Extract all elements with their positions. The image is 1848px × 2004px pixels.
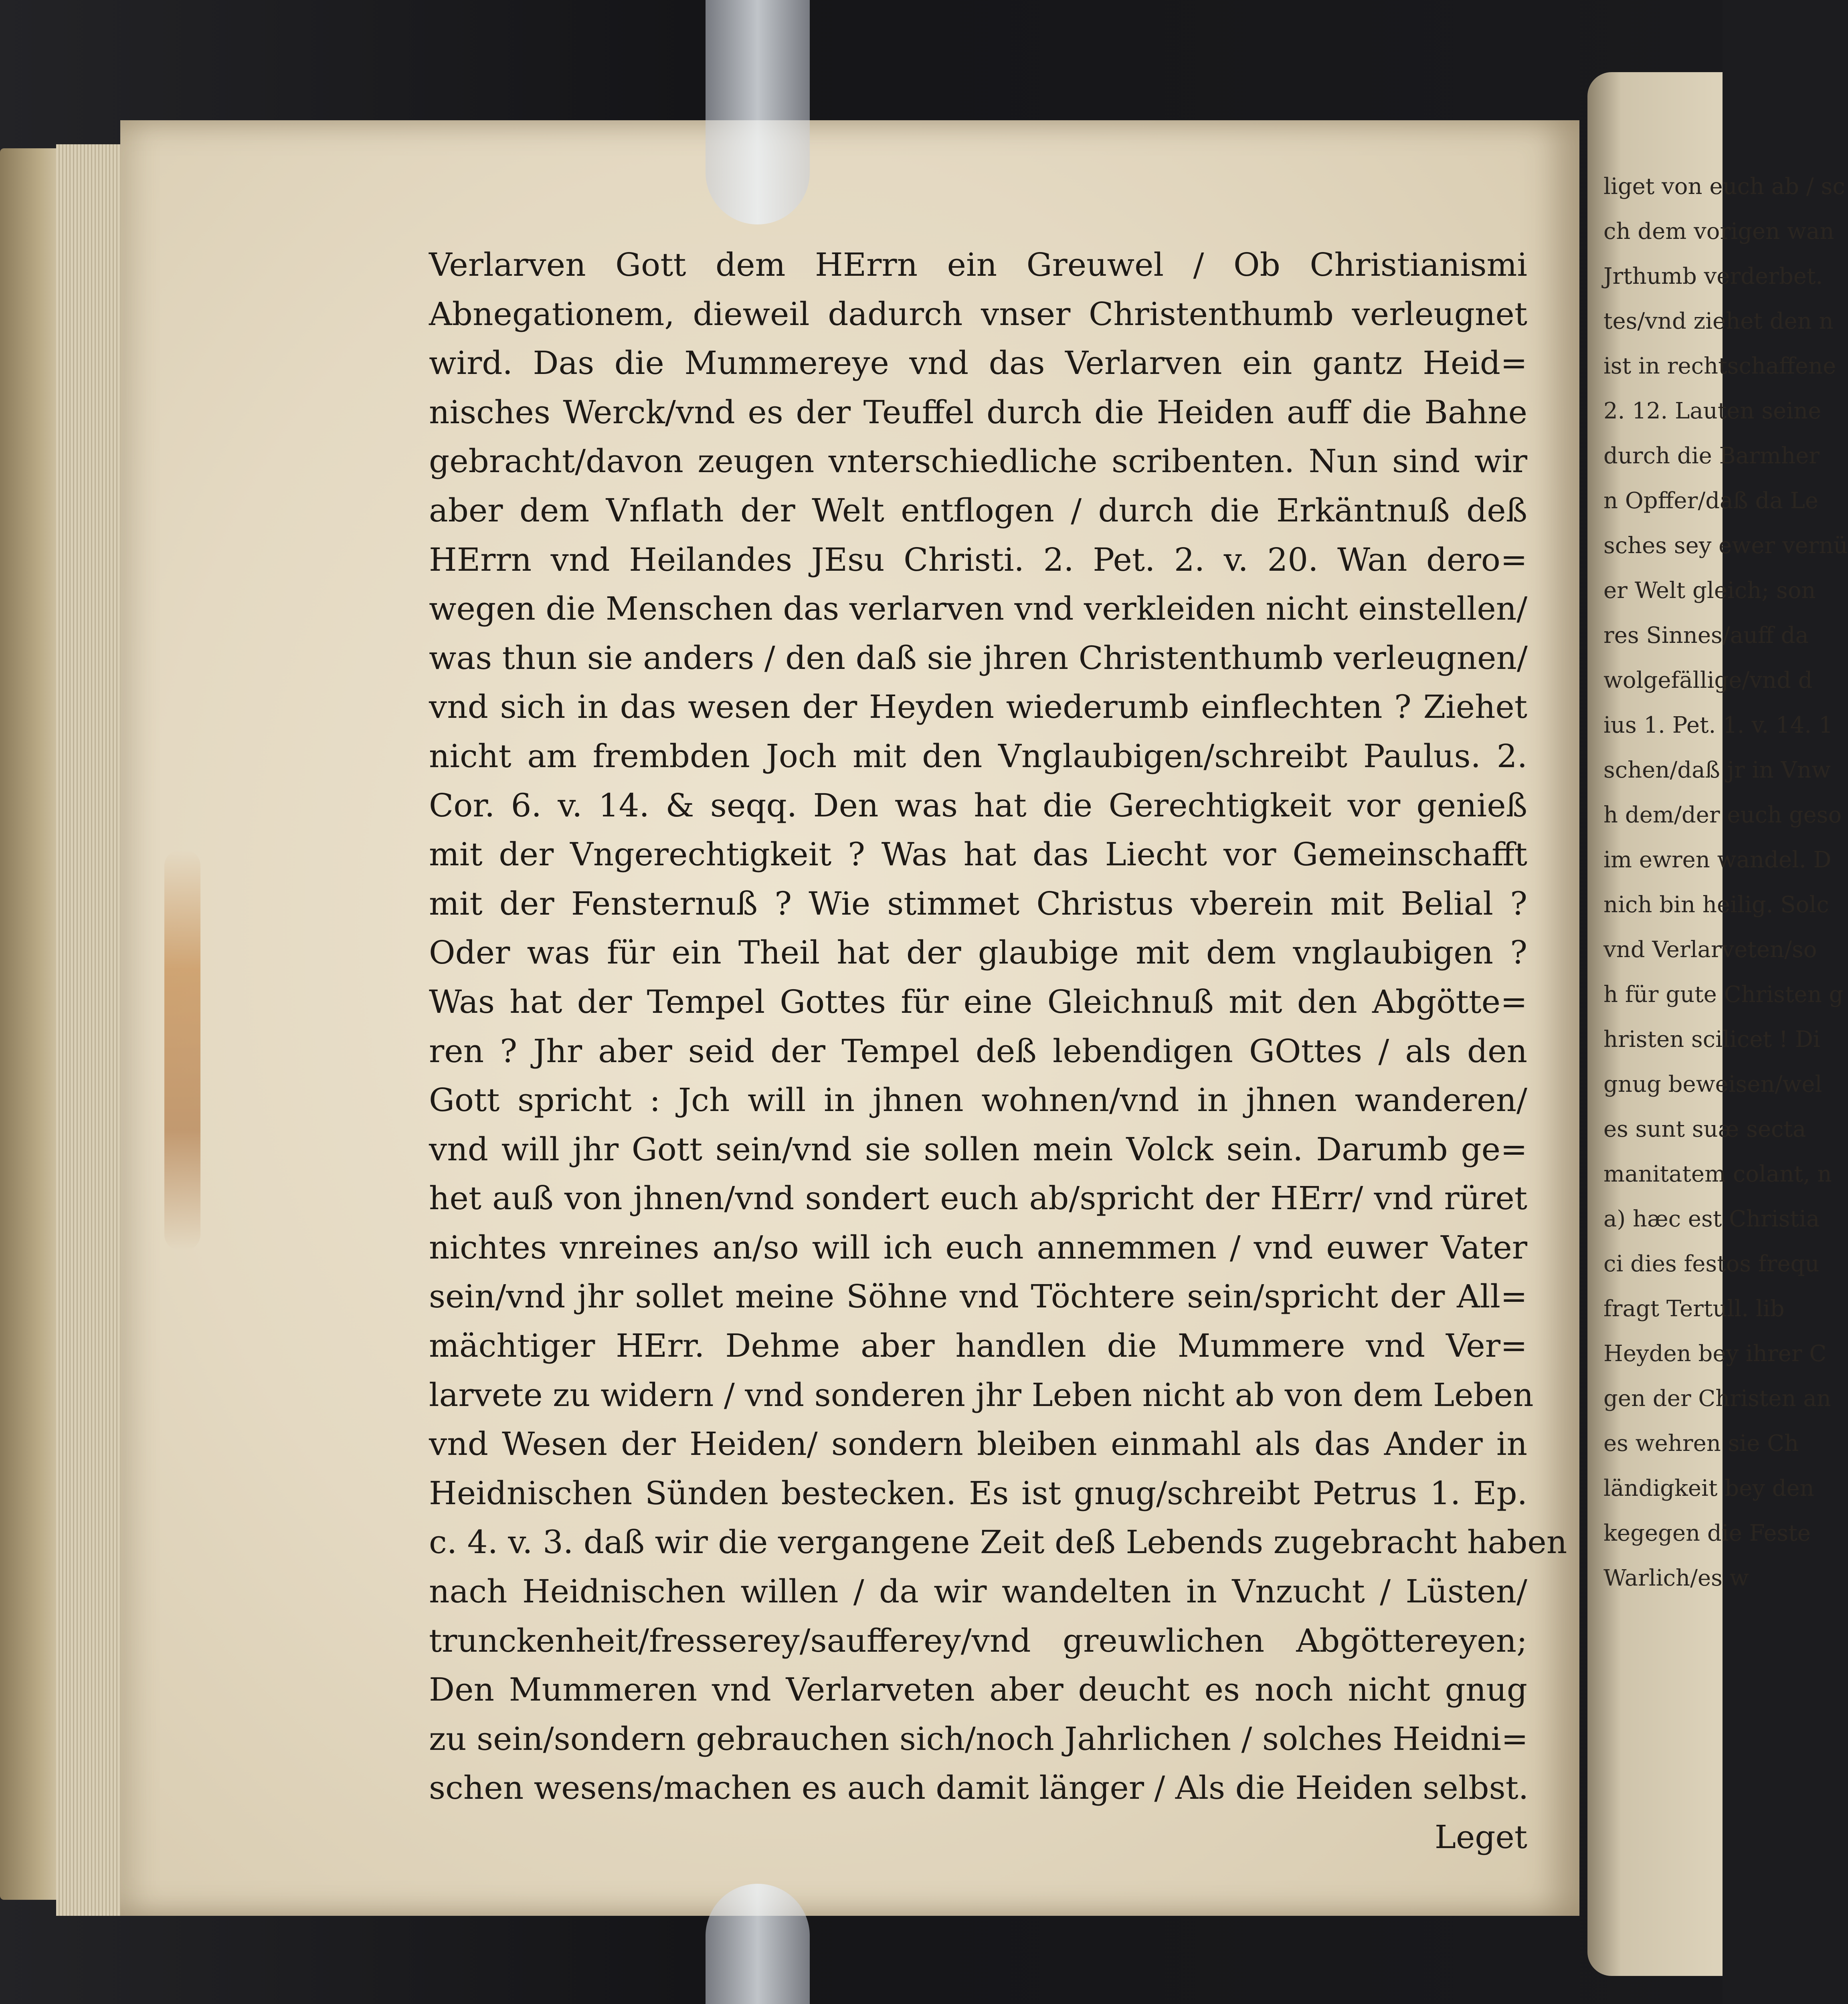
text-line: sein/vnd jhr sollet meine Söhne vnd Töchtere sein/spricht der All= bbox=[429, 1278, 1527, 1315]
facing-text-line: res Sinnes/auff da bbox=[1603, 622, 1809, 648]
text-line: larvete zu widern / vnd sonderen jhr Leben nicht ab von dem Leben bbox=[429, 1376, 1534, 1414]
facing-text-line: h für gute Christen g bbox=[1603, 982, 1844, 1008]
facing-text-line: ius 1. Pet. 1. v. 14. 1 bbox=[1603, 712, 1833, 738]
text-line: was thun sie anders / den daß sie jhren Christenthumb verleugnen/ bbox=[429, 639, 1528, 677]
facing-text-line: im ewren wandel. D bbox=[1603, 847, 1832, 873]
facing-text-line: wolgefällige/vnd d bbox=[1603, 667, 1813, 693]
facing-text-line: liget von euch ab / sc bbox=[1603, 174, 1845, 200]
text-line: Oder was für ein Theil hat der glaubige mit dem vnglaubigen ? bbox=[429, 934, 1527, 972]
facing-text-line: sches sey ewer vernü bbox=[1603, 533, 1848, 559]
text-line: aber dem Vnflath der Welt entflogen / durch die Erkäntnuß deß bbox=[429, 491, 1527, 529]
page-text-block bbox=[429, 240, 1567, 1862]
facing-text-line: n Opffer/daß da Le bbox=[1603, 488, 1818, 514]
text-line: Abnegationem, dieweil dadurch vnser Christenthumb verleugnet bbox=[429, 295, 1527, 333]
text-line: nicht am frembden Joch mit den Vnglaubigen/schreibt Paulus. 2. bbox=[429, 737, 1527, 775]
facing-text-line: ist in rechtschaffene bbox=[1603, 353, 1836, 379]
text-line: nichtes vnreines an/so will ich euch annemmen / vnd euwer Vater bbox=[429, 1228, 1527, 1266]
facing-text-line: 2. 12. Lauten seine bbox=[1603, 398, 1822, 424]
facing-text-line: es sunt suæ secta bbox=[1603, 1116, 1806, 1142]
facing-text-line: hristen scilicet ! Di bbox=[1603, 1026, 1820, 1053]
text-line: wird. Das die Mummereye vnd das Verlarven ein gantz Heid= bbox=[429, 344, 1527, 382]
facing-page-text bbox=[1587, 72, 1848, 1601]
text-line: Den Mummeren vnd Verlarveten aber deucht es noch nicht gnug bbox=[429, 1671, 1527, 1709]
text-line: ren ? Jhr aber seid der Tempel deß lebendigen GOttes / als den bbox=[429, 1032, 1527, 1070]
text-line: schen wesens/machen es auch damit länger / Als die Heiden selbst. bbox=[429, 1769, 1529, 1807]
text-line: Heidnischen Sünden bestecken. Es ist gnug/schreibt Petrus 1. Ep. bbox=[429, 1474, 1527, 1512]
catchword: Leget bbox=[1434, 1818, 1527, 1856]
facing-text-line: Warlich/es w bbox=[1603, 1565, 1749, 1591]
text-line: mit der Fensternuß ? Wie stimmet Christus vberein mit Belial ? bbox=[429, 885, 1527, 922]
facing-text-line: ci dies festos frequ bbox=[1603, 1251, 1820, 1277]
facing-text-line: er Welt gleich; son bbox=[1603, 578, 1816, 604]
facing-text-line: fragt Tertull. lib bbox=[1603, 1296, 1785, 1322]
text-line: vnd sich in das wesen der Heyden wiederumb einflechten ? Ziehet bbox=[429, 688, 1527, 726]
page-holder-clip-top bbox=[706, 0, 810, 224]
text-line: nisches Werck/vnd es der Teuffel durch die Heiden auff die Bahne bbox=[429, 393, 1527, 431]
text-line: HErrn vnd Heilandes JEsu Christi. 2. Pet. 2. v. 20. Wan dero= bbox=[429, 541, 1527, 578]
text-line: c. 4. v. 3. daß wir die vergangene Zeit deß Lebends zugebracht haben bbox=[429, 1523, 1567, 1561]
facing-text-line: ländigkeit bey den bbox=[1603, 1475, 1814, 1501]
facing-text-line: vnd Verlarveten/so bbox=[1603, 937, 1817, 963]
text-line: Was hat der Tempel Gottes für eine Gleichnuß mit den Abgötte= bbox=[429, 983, 1527, 1020]
text-line: Cor. 6. v. 14. & seqq. Den was hat die Gerechtigkeit vor genieß bbox=[429, 786, 1527, 824]
text-line: gebracht/davon zeugen vnterschiedliche scribenten. Nun sind wir bbox=[429, 442, 1527, 480]
text-line: Gott spricht : Jch will in jhnen wohnen/vnd in jhnen wanderen/ bbox=[429, 1081, 1527, 1119]
page-holder-clip-bottom bbox=[706, 1884, 810, 2004]
facing-text-line: Heyden bey ihrer C bbox=[1603, 1341, 1827, 1367]
facing-page bbox=[1587, 72, 1848, 1976]
facing-text-line: Jrthumb verderbet. bbox=[1603, 263, 1823, 289]
text-line: mit der Vngerechtigkeit ? Was hat das Liecht vor Gemeinschafft bbox=[429, 836, 1527, 873]
facing-text-line: a) hæc est Christia bbox=[1603, 1206, 1820, 1232]
facing-text-line: nich bin heilig. Solc bbox=[1603, 892, 1829, 918]
facing-text-line: kegegen die Feste bbox=[1603, 1520, 1811, 1546]
facing-text-line: schen/daß jr in Vnw bbox=[1603, 757, 1831, 783]
text-line: nach Heidnischen willen / da wir wandelten in Vnzucht / Lüsten/ bbox=[429, 1573, 1527, 1610]
text-line: vnd will jhr Gott sein/vnd sie sollen mein Volck sein. Darumb ge= bbox=[429, 1130, 1527, 1168]
facing-text-line: gnug beweisen/wel bbox=[1603, 1071, 1822, 1097]
facing-text-line: durch die Barmher bbox=[1603, 443, 1820, 469]
text-line: vnd Wesen der Heiden/ sondern bleiben einmahl als das Ander in bbox=[429, 1425, 1527, 1463]
facing-text-line: tes/vnd ziehet den n bbox=[1603, 308, 1834, 334]
text-line: zu sein/sondern gebrauchen sich/noch Jahrlichen / solches Heidni= bbox=[429, 1720, 1528, 1758]
text-line: trunckenheit/fresserey/saufferey/vnd greuwlichen Abgöttereyen; bbox=[429, 1622, 1527, 1659]
facing-text-line: es wehren sie Ch bbox=[1603, 1430, 1799, 1457]
facing-text-line: ch dem vorigen wan bbox=[1603, 218, 1834, 244]
water-stain bbox=[164, 850, 200, 1250]
text-line: mächtiger HErr. Dehme aber handlen die Mummere vnd Ver= bbox=[429, 1327, 1527, 1365]
facing-text-line: gen der Christen an bbox=[1603, 1386, 1831, 1412]
text-line: het auß von jhnen/vnd sondert euch ab/spricht der HErr/ vnd rüret bbox=[429, 1180, 1527, 1217]
facing-text-line: h dem/der euch geso bbox=[1603, 802, 1842, 828]
text-line: Verlarven Gott dem HErrn ein Greuwel / Ob Christianismi bbox=[429, 246, 1527, 283]
text-line: wegen die Menschen das verlarven vnd verkleiden nicht einstellen/ bbox=[429, 590, 1528, 628]
facing-text-line: manitatem colant, n bbox=[1603, 1161, 1832, 1187]
